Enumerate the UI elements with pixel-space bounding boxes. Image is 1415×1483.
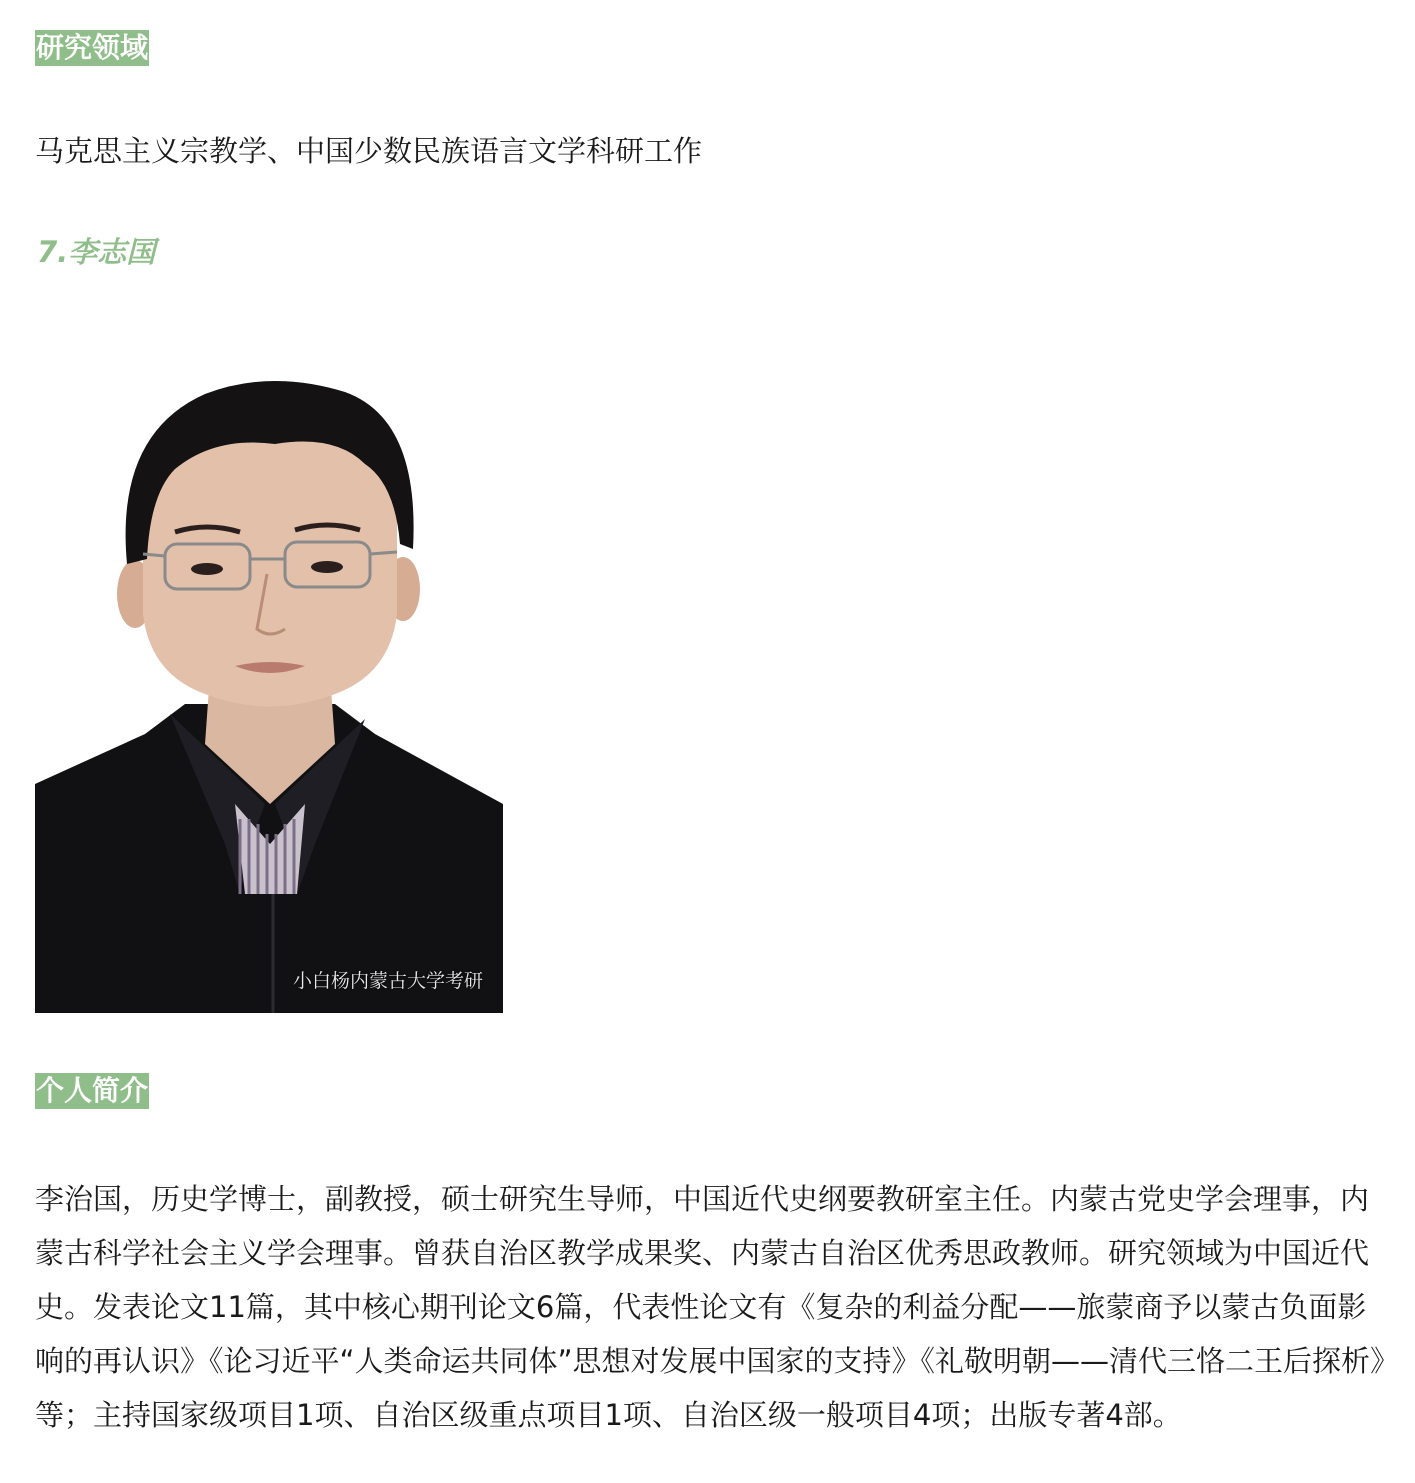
personal-intro-text: 李治国，历史学博士，副教授，硕士研究生导师，中国近代史纲要教研室主任。内蒙古党史学会理事，内蒙古科学社会主义学会理事。曾获自治区教学成果奖、内蒙古自治区优秀思政教师。研究领域为中国近代史。发表论文11篇，其中核心期刊论文6篇，代表性论文有《复杂的利益分配——旅蒙商予以蒙古负面影响的再认识》《论习近平“人类命运共同体”思想对发展中国家的支持》《礼敬明朝——清代三恪二王后探析》等；主持国家级项目1项、自治区级重点项目1项、自治区级一般项目4项；出版专著4部。 — [35, 1182, 1385, 1432]
personal-intro-label: 个人简介 — [36, 1074, 149, 1107]
person-heading: 7.李志国 — [37, 235, 156, 269]
portrait-photo — [35, 374, 503, 1013]
photo-watermark: 小白杨内蒙古大学考研 — [292, 970, 483, 992]
portrait-illustration — [35, 374, 503, 1013]
research-area-text: 马克思主义宗教学、中国少数民族语言文学科研工作 — [35, 134, 703, 168]
research-area-label: 研究领域 — [36, 31, 149, 64]
